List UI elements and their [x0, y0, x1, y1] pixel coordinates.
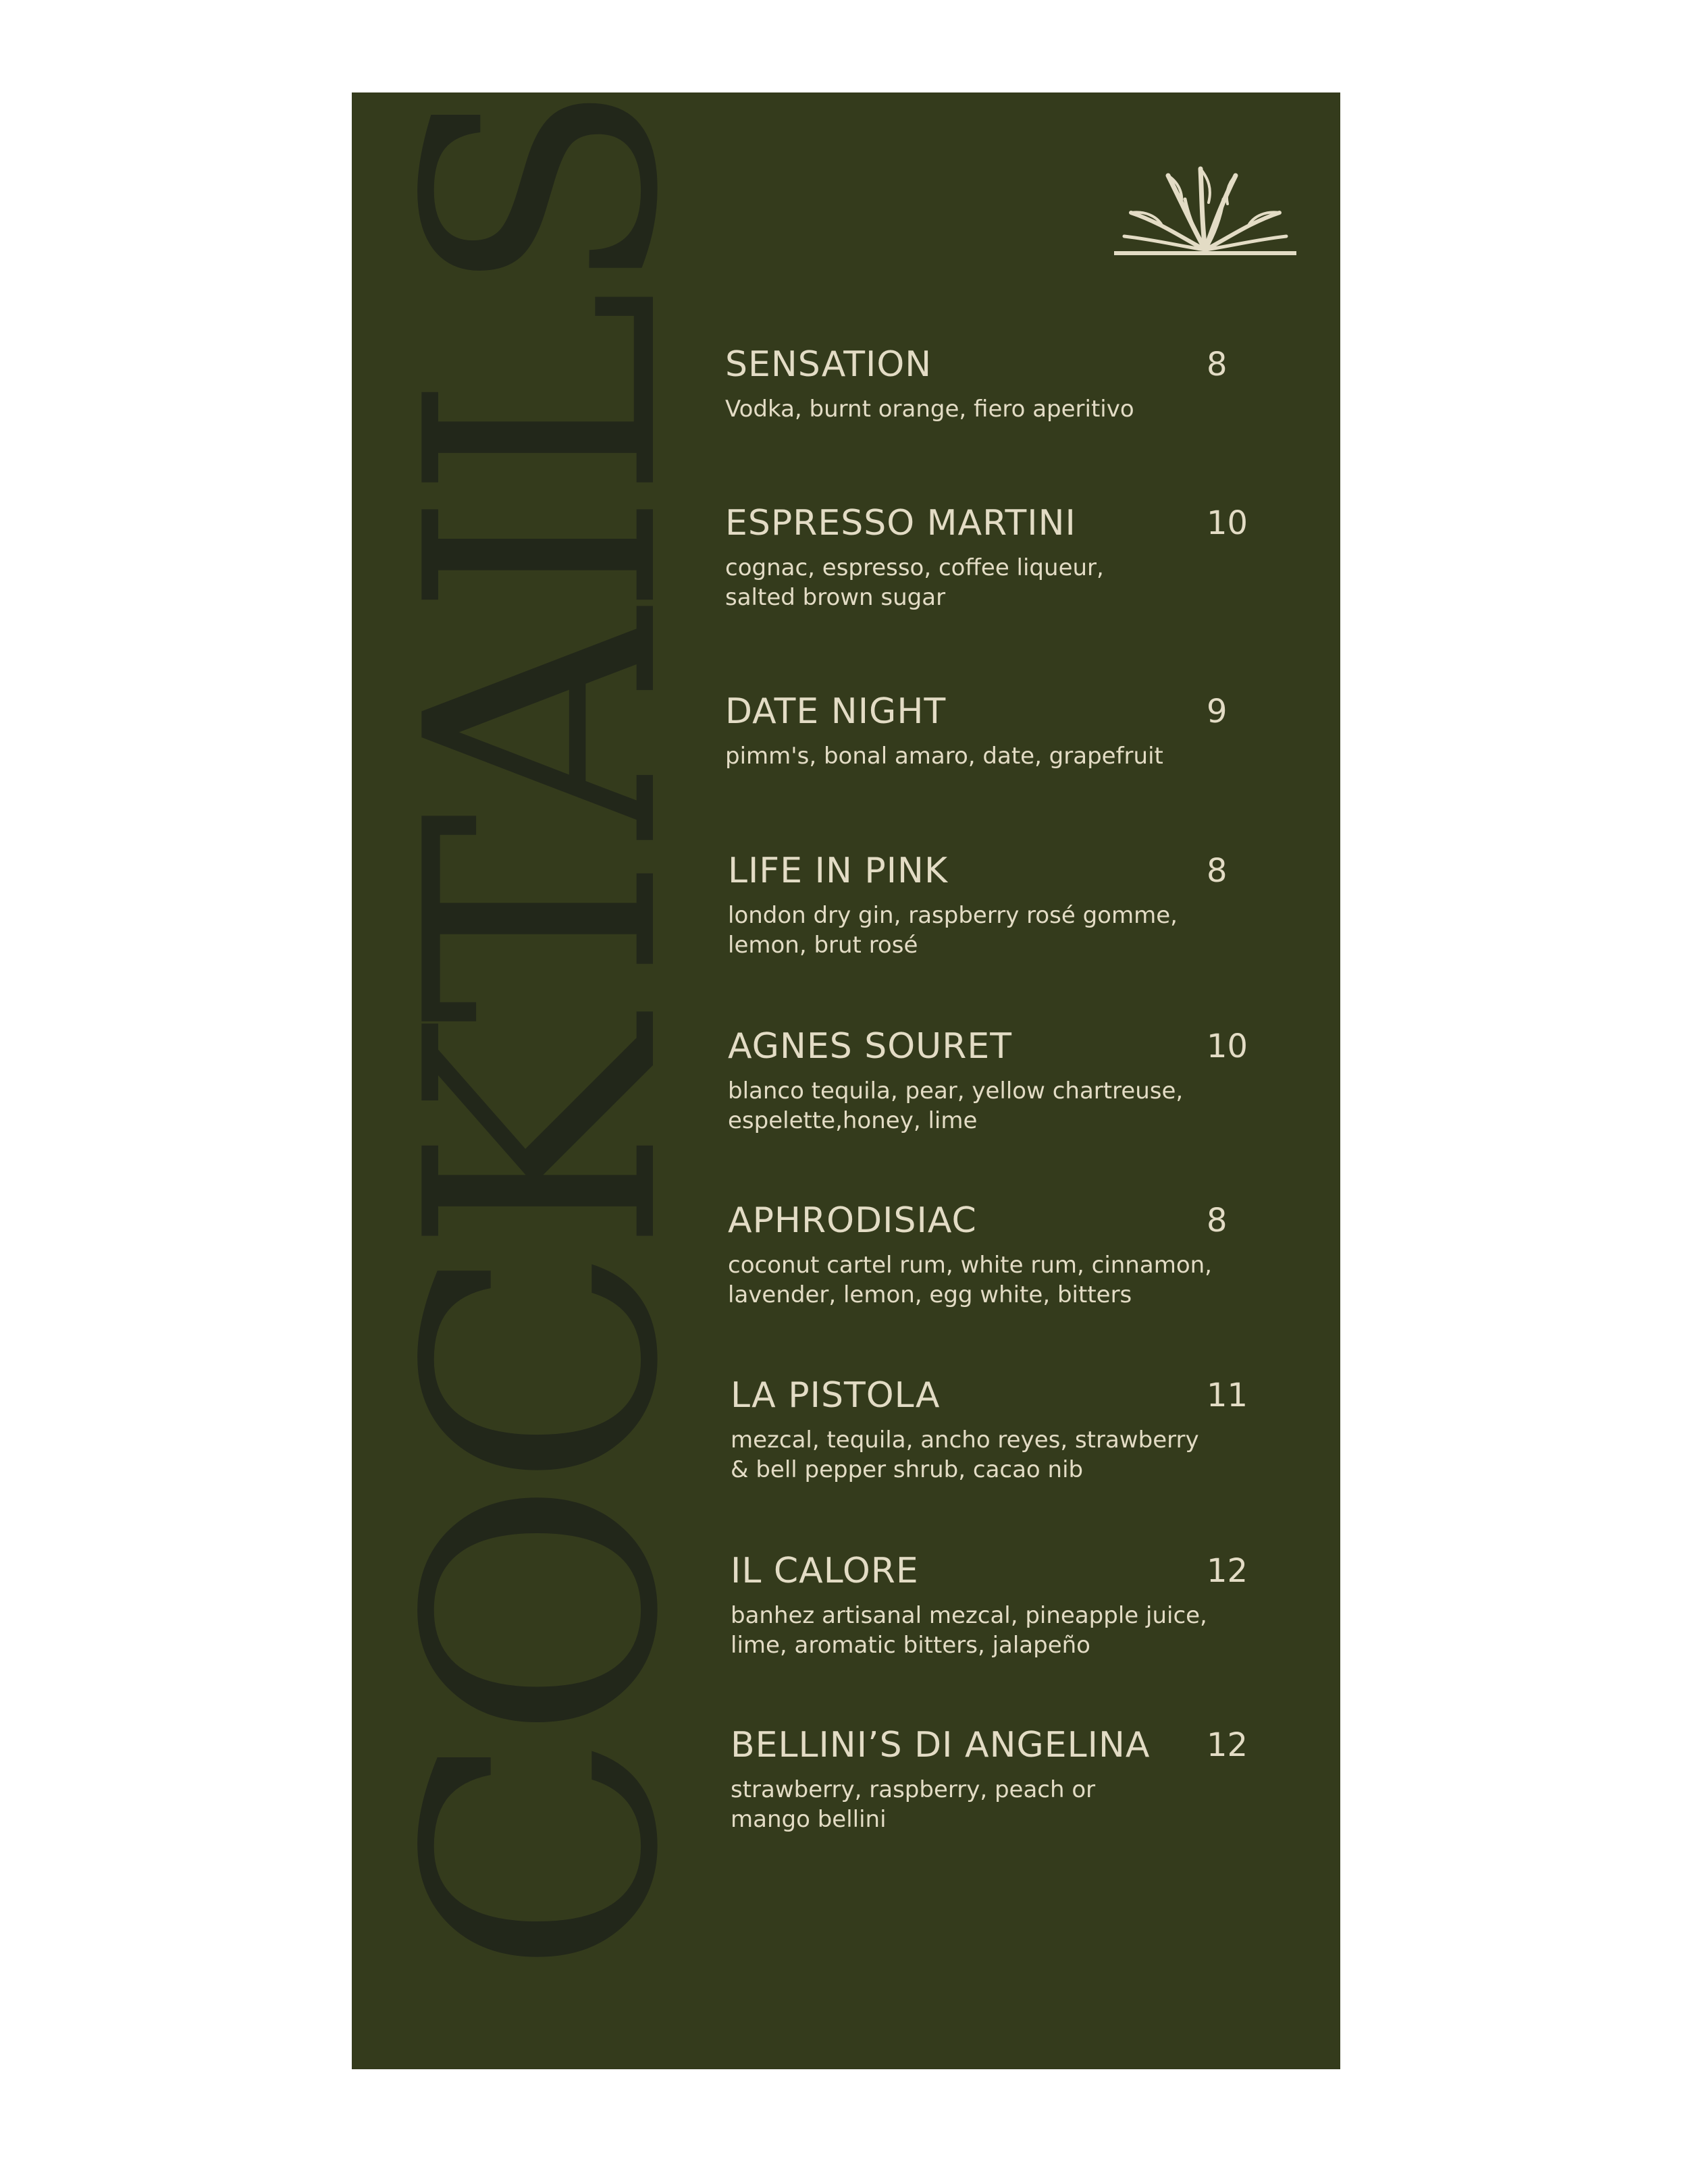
item-description: banhez artisanal mezcal, pineapple juice, lime, aromatic bitters, jalapeño: [731, 1602, 1207, 1659]
item-price: 12: [1207, 1552, 1248, 1590]
item-price: 9: [1207, 693, 1228, 730]
agave-plant-icon: [1114, 162, 1296, 263]
item-description: strawberry, raspberry, peach or mango bellini: [731, 1776, 1096, 1833]
item-price: 10: [1207, 504, 1248, 542]
item-name: LIFE IN PINK: [728, 851, 949, 891]
item-price: 10: [1207, 1028, 1248, 1065]
item-name: AGNES SOURET: [728, 1026, 1012, 1067]
item-name: IL CALORE: [731, 1551, 919, 1591]
item-name: ESPRESSO MARTINI: [725, 503, 1076, 543]
item-description: cognac, espresso, coffee liqueur, salted brown sugar: [725, 554, 1104, 611]
item-name: LA PISTOLA: [731, 1375, 941, 1416]
item-description: blanco tequila, pear, yellow chartreuse, espelette,honey, lime: [728, 1077, 1184, 1134]
item-description: london dry gin, raspberry rosé gomme, lemon, brut rosé: [728, 902, 1178, 959]
item-price: 12: [1207, 1726, 1248, 1764]
item-price: 11: [1207, 1377, 1248, 1414]
item-description: coconut cartel rum, white rum, cinnamon, lavender, lemon, egg white, bitters: [728, 1252, 1212, 1308]
item-price: 8: [1207, 1202, 1228, 1240]
item-price: 8: [1207, 852, 1228, 890]
item-name: BELLINI’S DI ANGELINA: [731, 1725, 1151, 1765]
item-description: mezcal, tequila, ancho reyes, strawberry & bell pepper shrub, cacao nib: [731, 1427, 1199, 1483]
item-description: pimm's, bonal amaro, date, grapefruit: [725, 743, 1163, 770]
item-price: 8: [1207, 346, 1228, 383]
item-name: SENSATION: [725, 344, 932, 385]
vertical-title: COCKTAILS: [359, 88, 728, 1975]
item-name: APHRODISIAC: [728, 1200, 977, 1241]
item-description: Vodka, burnt orange, fiero aperitivo: [725, 396, 1134, 423]
item-name: DATE NIGHT: [725, 691, 947, 732]
